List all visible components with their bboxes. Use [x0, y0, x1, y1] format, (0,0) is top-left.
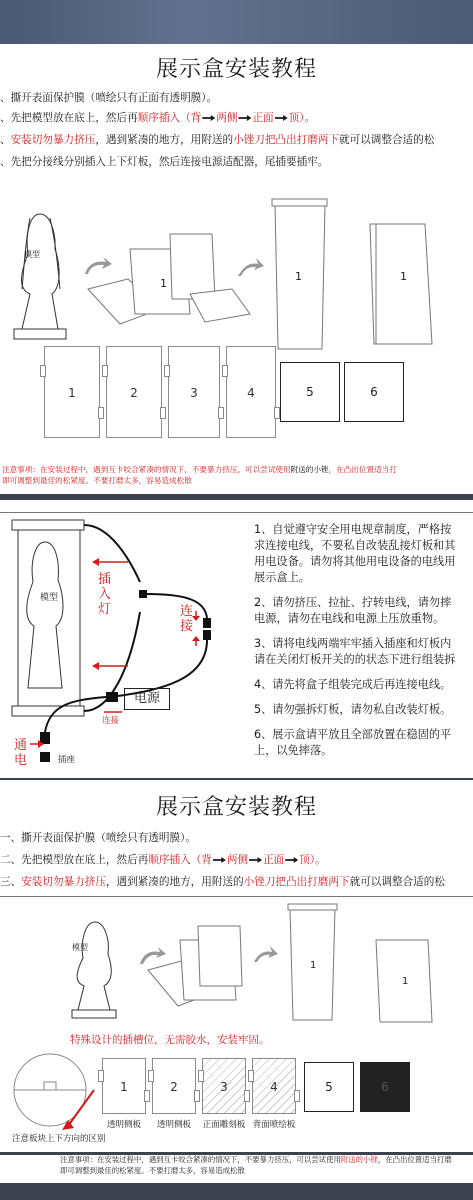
box-front-label: 1 [295, 270, 302, 283]
safety-rule-6: 6、展示盒请平放且全部放置在稳固的平 上，以免摔落。 [254, 728, 452, 757]
mains-label: 通电 [14, 738, 28, 768]
box-closed-label: 1 [402, 976, 409, 987]
panel-tile-3: 3 [168, 346, 220, 438]
box-open-label: 1 [310, 960, 317, 971]
wiring-panel [0, 500, 473, 778]
step-4-text: 、先把分接线分别插入上下灯板，然后连接电源适配器，尾插要插牢。 [0, 156, 329, 168]
step-2-text: 二、先把模型放在底上，然后再顺序插入（背 两侧 正面 顶）。 [0, 854, 326, 866]
connect-small-label: 连接 [102, 716, 120, 726]
step-3-text: 、安装切勿暴力挤压，遇到紧凑的地方，用附送的小锉刀把凸出打磨两下就可以调整合适的松 [0, 134, 435, 146]
wiring-diagram [0, 500, 250, 778]
arrow-icon [238, 115, 251, 121]
assembly-illustration [0, 194, 473, 494]
connect-label: 连接 [180, 604, 194, 634]
step-2-text: 、先把模型放在底上，然后再顺序插入（背 两侧 正面 顶）。 [0, 112, 316, 124]
step-1-text: 一、撕开表面保护膜（喷绘只有透明膜）。 [0, 832, 196, 844]
tile-caption-1: 透明侧板 [106, 1120, 141, 1130]
arrow-icon [213, 857, 226, 863]
panel-tile-5: 5 [280, 362, 340, 422]
panel-tile-4: 4 [226, 346, 276, 438]
panel-tile-6: 6 [344, 362, 404, 422]
panel-tile-1: 1 [102, 1058, 146, 1114]
divider-line [0, 896, 473, 897]
arrow-icon [202, 115, 215, 121]
panel-tile-3: 3 [202, 1058, 246, 1114]
panel-tile-1: 1 [44, 346, 100, 438]
tile-caption-2: 透明侧板 [156, 1120, 191, 1130]
page-title: 展示盒安装教程 [155, 57, 317, 82]
tile-caption-4: 背面喷绘板 [252, 1120, 296, 1130]
panel-tile-5: 5 [304, 1062, 354, 1112]
arrow-icon [275, 115, 288, 121]
safety-rules-list [254, 522, 455, 768]
assembly-panel-2 [0, 780, 473, 1152]
arrow-icon [285, 857, 298, 863]
box-side-label: 1 [400, 270, 407, 283]
safety-rule-3: 3、请将电线两端牢牢插入插座和灯板内 请在关闭灯板开关的的状态下进行组装拆 [254, 637, 456, 666]
slot-detail-illustration [6, 1050, 106, 1140]
folded-panel-label: 1 [160, 277, 167, 290]
top-banner-image [0, 0, 473, 44]
tile-caption-3: 正面雕刻板 [202, 1120, 246, 1130]
top-bottom-note: 注意板块上下方向的区别 [12, 1134, 106, 1144]
assembly-panel-1 [0, 44, 473, 494]
caution-note: 注意事项：在安装过程中，遇到互卡咬合紧凑的情况下，不要暴力挤压，可以尝试使用附送的小锉，在凸出位置适当打 即可调整到最佳的松紧度。不要打磨太多，容易造成松散 [2, 465, 397, 485]
safety-rule-2: 2、请勿挤压、拉扯、拧转电线，请勿摔 电源，请勿在电线和电源上压放重物。 [254, 596, 452, 625]
safety-rule-4: 4、请先将盒子组装完成后再连接电线。 [254, 678, 452, 691]
caution-note-2: 注意事项：在安装过程中，遇到互卡咬合紧凑的情况下，不要暴力挤压，可以尝试使用附送的小锉，在凸出位置适当打磨 即可调整到最佳的松紧度。不要打磨太多，容易造成松散 [0, 1155, 473, 1183]
socket-label: 插座 [58, 755, 76, 765]
special-design-note: 特殊设计的插槽位，无需胶水，安装牢固。 [70, 1034, 270, 1046]
model-label: 模型 [40, 593, 59, 603]
step-3-text: 三、安装切勿暴力挤压，遇到紧凑的地方，用附送的小锉刀把凸出打磨两下就可以调整合适的松 [0, 876, 445, 888]
step-1-text: 、撕开表面保护膜（喷绘只有正面有透明膜）。 [0, 92, 218, 104]
arrow-icon [249, 857, 262, 863]
page-title-2: 展示盒安装教程 [155, 795, 317, 820]
panel-tile-2: 2 [152, 1058, 196, 1114]
panel-tile-4: 4 [252, 1058, 296, 1114]
safety-rule-5: 5、请勿强拆灯板，请勿私自改装灯板。 [254, 703, 452, 716]
model-label: 模型 [24, 250, 40, 259]
panel-tile-2: 2 [106, 346, 162, 438]
model-label: 模型 [72, 943, 88, 952]
safety-rule-1: 1、自觉遵守安全用电规章制度，严格按 求连接电线，不要私自改装乱接灯板和其 用电设备。请勿将其他用电设备的电线用 展示盒上。 [254, 523, 456, 584]
panel-tile-6: 6 [360, 1062, 410, 1112]
assembly-illustration-2 [0, 900, 473, 1030]
power-adapter-box: 电源 [124, 688, 170, 710]
insert-light-label: 插入灯 [98, 572, 112, 617]
